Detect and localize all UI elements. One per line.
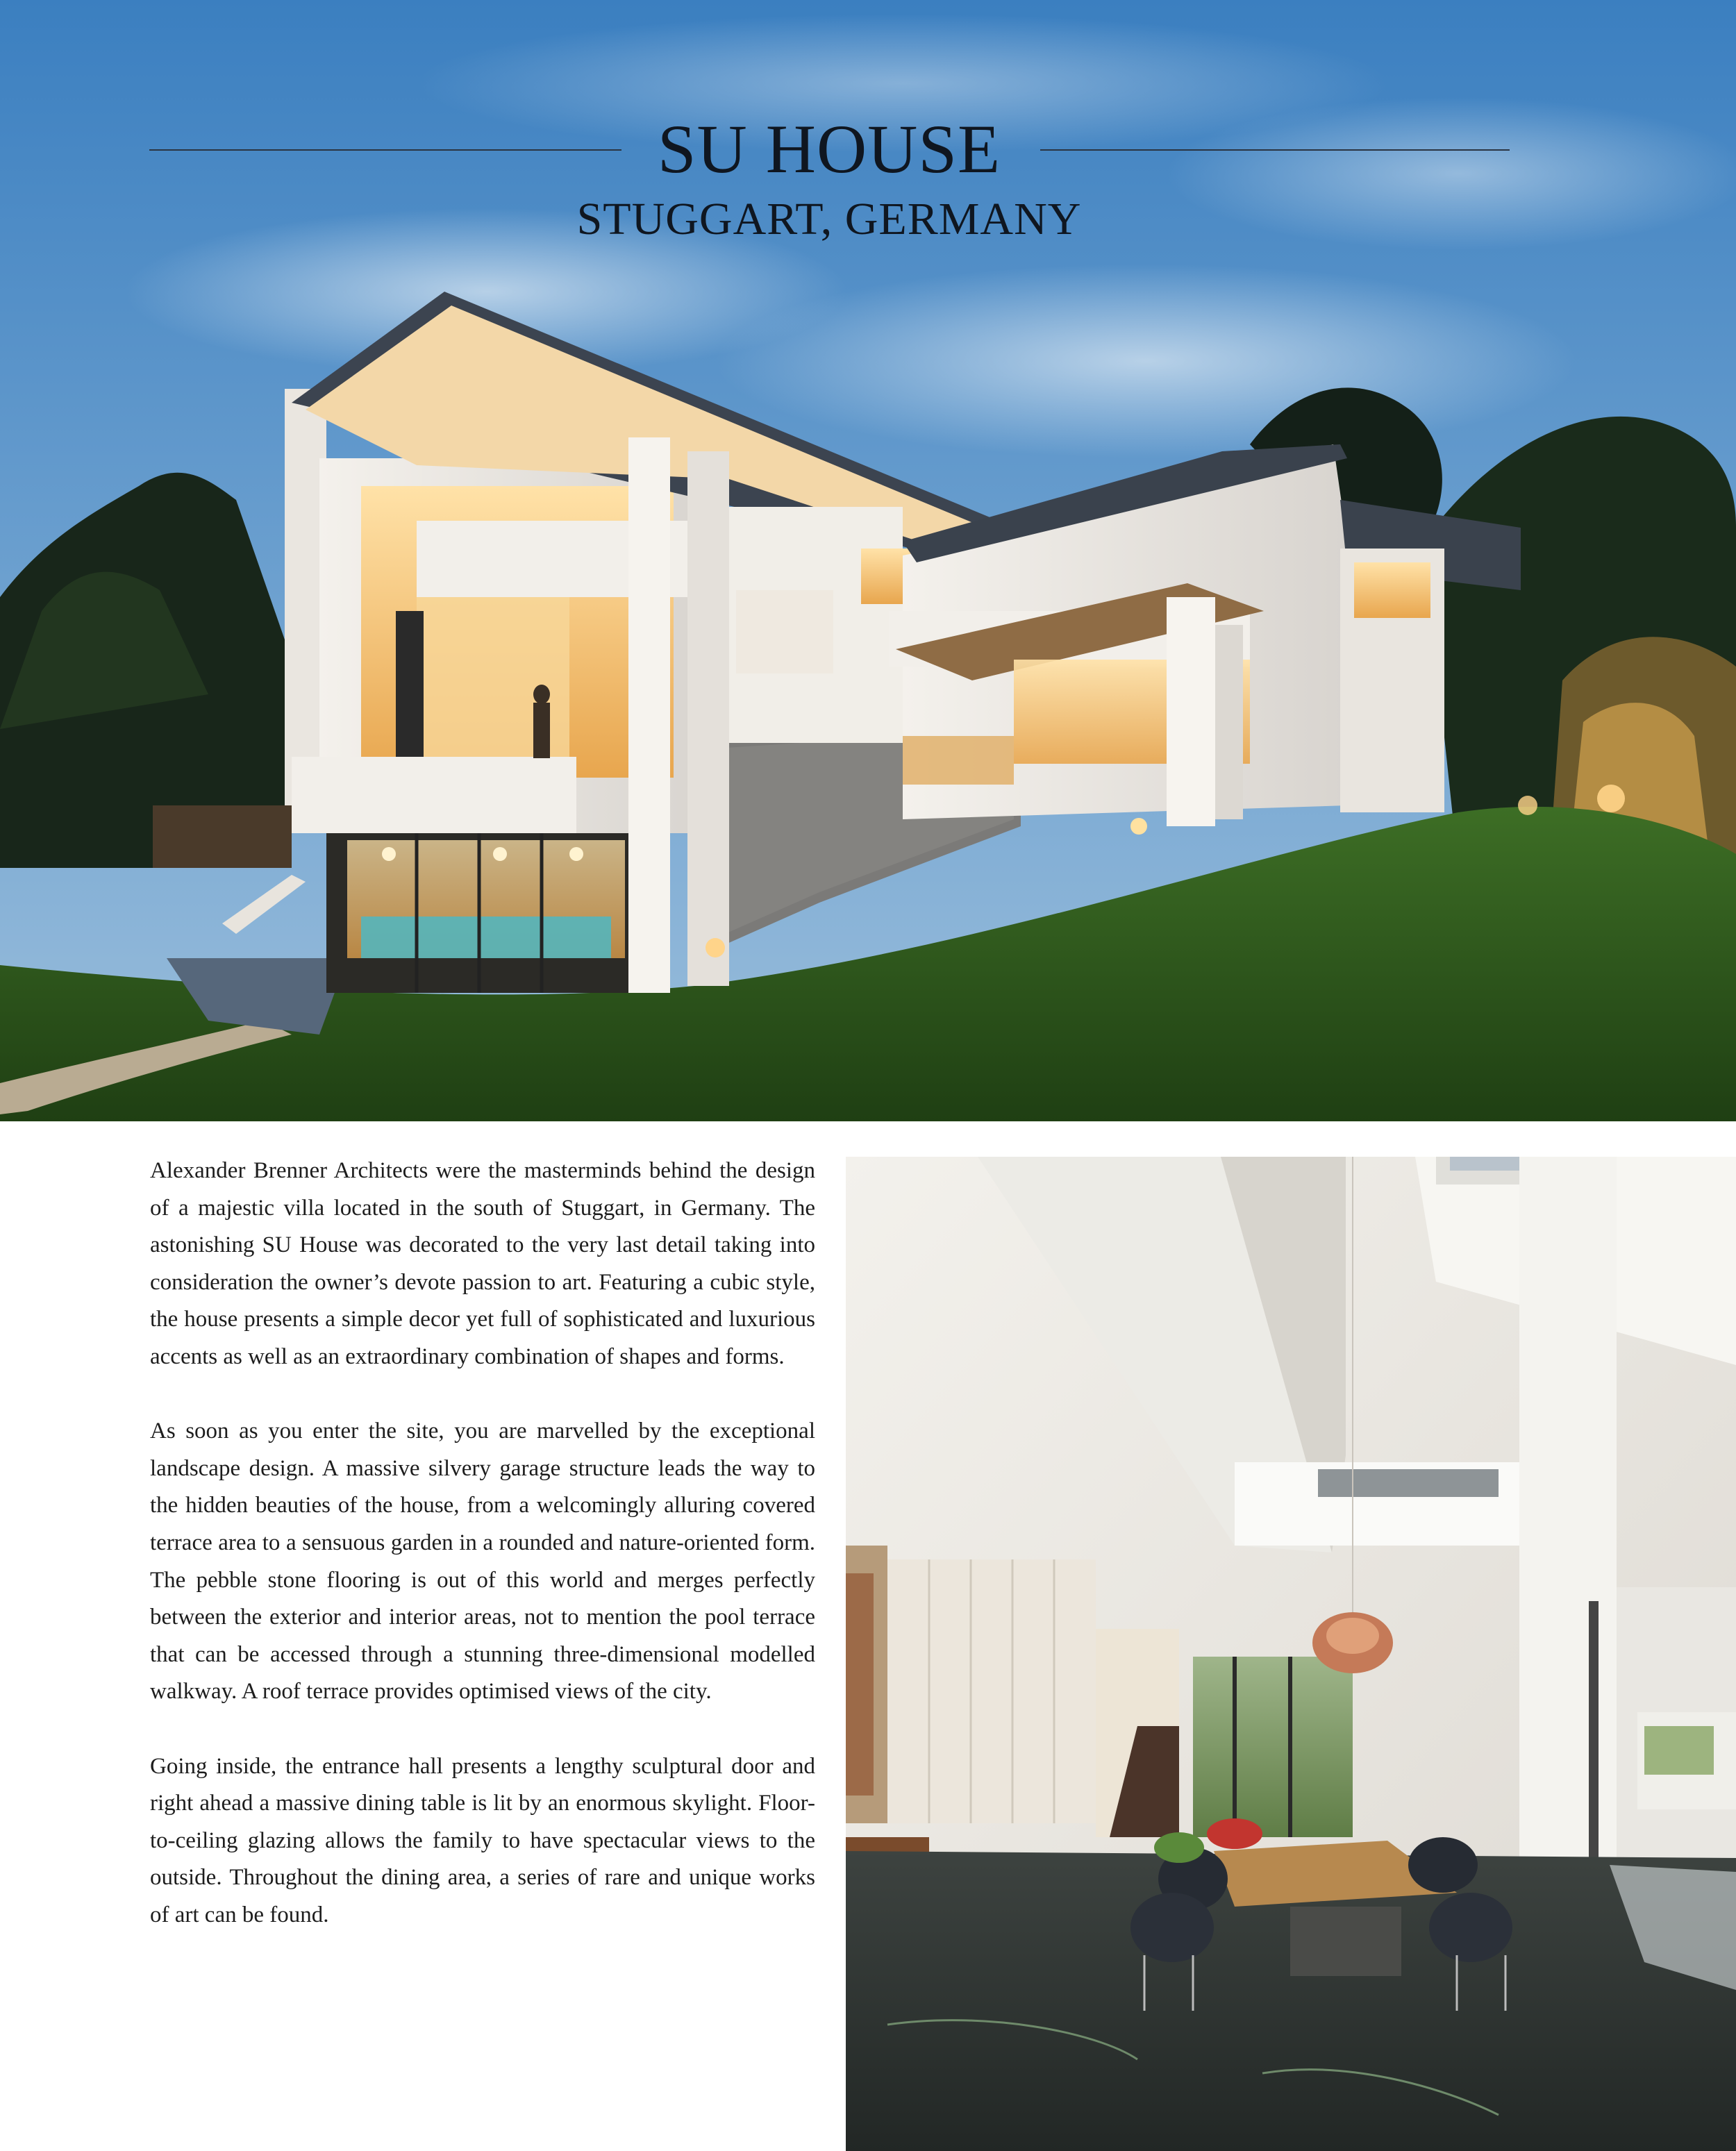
article-paragraph: Alexander Brenner Architects were the masterminds behind the design of a majestic villa located in the south of Stuggart, in Germany. The astonishing SU House was decorated to the very last detail taking into consideration the owner’s devote passion to art. Featuring a cubic style, the house presents a simple decor yet full of sophisticated and luxurious accents as well as an extraordinary combination of shapes and forms. [150,1158,815,1369]
article-body [150,1153,815,1971]
page-title: SU HOUSE [657,110,1001,187]
article-paragraph: As soon as you enter the site, you are marvelled by the exceptional landscape design. A massive silvery garage structure leads the way to the hidden beauties of the house, from a welcomingly alluring covered terrace area to a sensuous garden in a rounded and nature-oriented form. The pebble stone flooring is out of this world and merges perfectly between the exterior and interior areas, not to mention the pool terrace that can be accessed through a stunning three-dimensional modelled walkway. A roof terrace provides optimised views of the city. [150,1418,815,1705]
dining-room-image [846,1157,1736,2151]
page-subtitle: STUGGART, GERMANY [576,194,1082,244]
article-paragraph: Going inside, the entrance hall presents a lengthy sculptural door and right ahead a massive dining table is lit by an enormous skylight. Floor-to-ceiling glazing allows the family to have spectacular views to the outside. Throughout the dining area, a series of rare and unique works of art can be found. [150,1753,815,1927]
interior-photo [846,1157,1736,2151]
